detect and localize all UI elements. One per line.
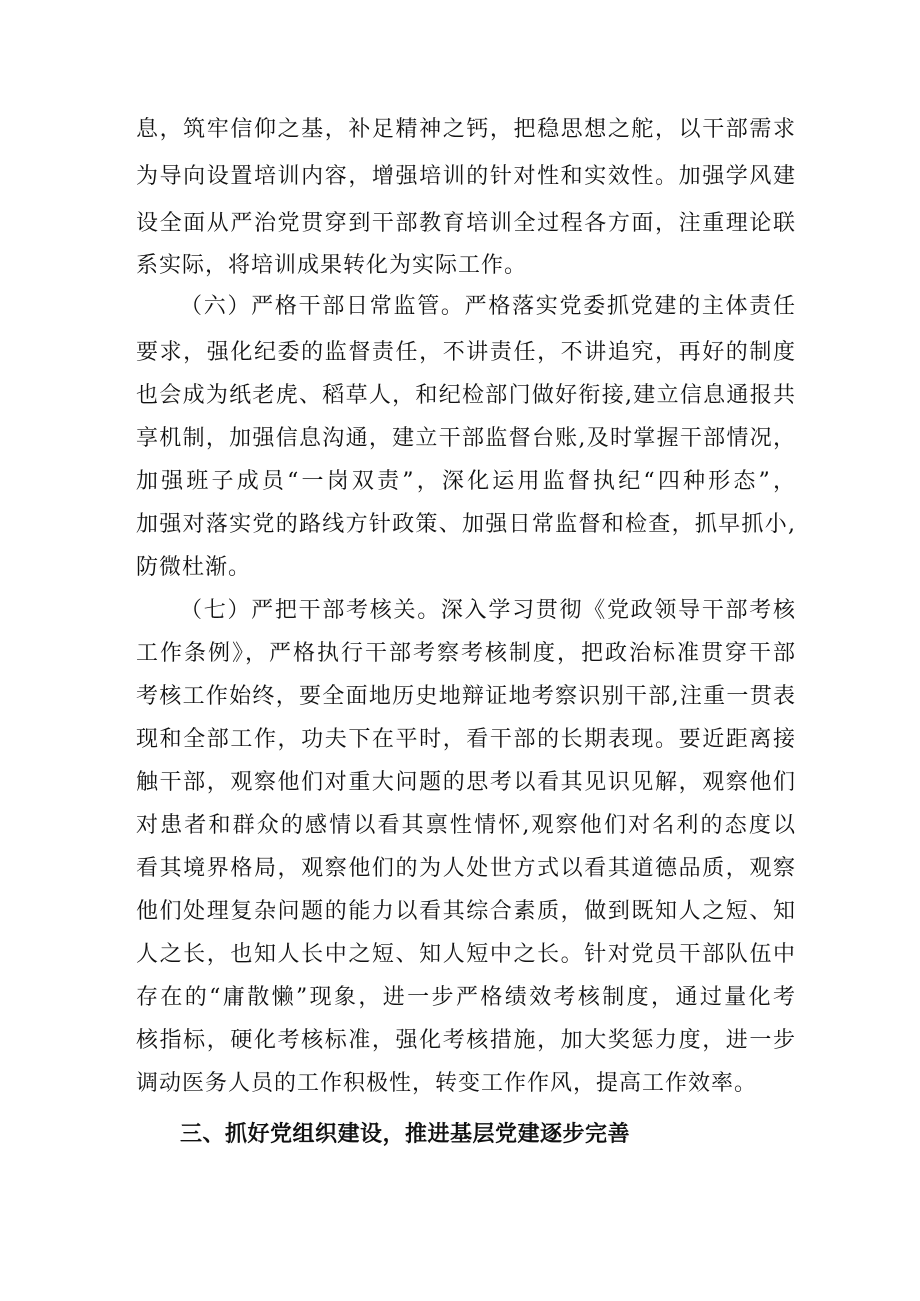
text-line: 加强对落实党的路线方针政策、加强日常监督和检查，抓早抓小, — [136, 512, 796, 537]
text-line: （七）严把干部考核关。深入学习贯彻《党政领导干部考核 — [180, 598, 796, 623]
text-line: 他们处理复杂问题的能力以看其综合素质，做到既知人之短、知 — [136, 899, 796, 924]
text-line: 人之长，也知人长中之短、知人短中之长。针对党员干部队伍中 — [136, 942, 796, 967]
text-line: 存在的“庸散懒”现象，进一步严格绩效考核制度，通过量化考 — [136, 985, 796, 1010]
text-line: 调动医务人员的工作积极性，转变工作作风，提高工作效率。 — [136, 1071, 758, 1096]
text-line: 为导向设置培训内容，增强培训的针对性和实效性。加强学风建 — [136, 164, 796, 189]
text-line: 现和全部工作，功夫下在平时，看干部的长期表现。要近距离接 — [136, 727, 796, 752]
text-line: 对患者和群众的感情以看其禀性情怀,观察他们对名利的态度以 — [136, 813, 796, 838]
text-line: 也会成为纸老虎、稻草人，和纪检部门做好衔接,建立信息通报共 — [136, 383, 796, 408]
text-line: 享机制，加强信息沟通，建立干部监督台账,及时掌握干部情况， — [136, 426, 796, 451]
text-line: 息，筑牢信仰之基，补足精神之钙，把稳思想之舵，以干部需求 — [136, 117, 796, 142]
text-line: 系实际，将培训成果转化为实际工作。 — [136, 253, 528, 278]
text-line: 触干部，观察他们对重大问题的思考以看其见识见解，观察他们 — [136, 770, 796, 795]
section-heading: 三、抓好党组织建设，推进基层党建逐步完善 — [180, 1122, 631, 1147]
text-line: （六）严格干部日常监管。严格落实党委抓党建的主体责任 — [180, 294, 796, 319]
text-line: 加强班子成员“一岗双责”，深化运用监督执纪“四种形态”， — [136, 469, 796, 494]
text-line: 要求，强化纪委的监督责任，不讲责任，不讲追究，再好的制度 — [136, 340, 796, 365]
text-line: 核指标，硬化考核标准，强化考核措施，加大奖惩力度，进一步 — [136, 1028, 796, 1053]
text-line: 考核工作始终，要全面地历史地辩证地考察识别干部,注重一贯表 — [136, 684, 796, 709]
text-line: 工作条例》，严格执行干部考察考核制度，把政治标准贯穿干部 — [136, 641, 796, 666]
text-line: 防微杜渐。 — [136, 555, 252, 580]
text-line: 设全面从严治党贯穿到干部教育培训全过程各方面，注重理论联 — [136, 211, 796, 236]
text-line: 看其境界格局，观察他们的为人处世方式以看其道德品质，观察 — [136, 856, 796, 881]
